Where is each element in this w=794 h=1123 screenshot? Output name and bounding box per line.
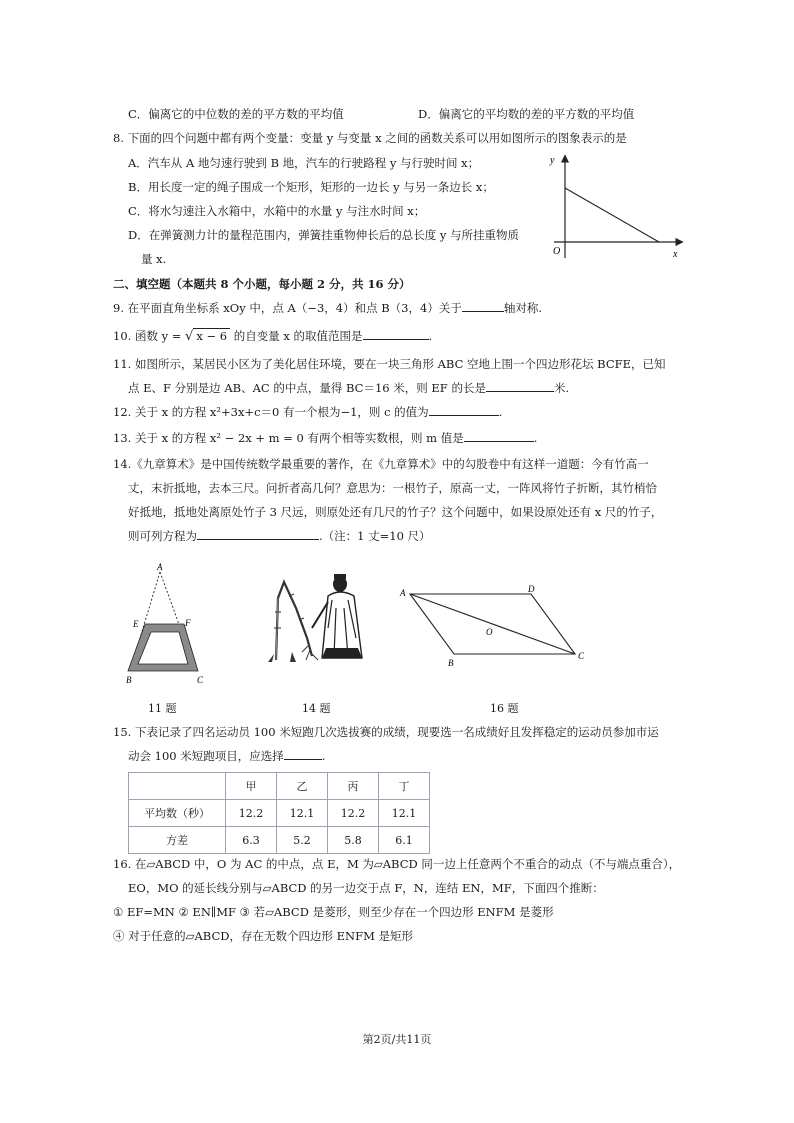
section-heading: 二、填空题（本题共 8 个小题，每小题 2 分，共 16 分） [113,277,411,291]
fig11-label-f: F [185,618,191,628]
q13 [113,430,537,446]
q10-text: 10. 函数 y = [113,329,186,343]
q11-answer-blank[interactable] [486,380,554,392]
table-cell: 12.2 [226,800,277,827]
y-axis-label: y [550,155,555,166]
figure-14-bamboo-illustration [262,568,372,668]
q8-stem: 8. 下面的四个问题中都有两个变量：变量 y 与变量 x 之间的函数关系可以用如图所示的图象表示的是 [113,131,627,145]
table-cell: 6.3 [226,827,277,854]
q15-line1: 15. 下表记录了四名运动员 100 米短跑几次选拔赛的成绩，现要选一名成绩好且发挥稳定的运动员参加市运 [113,725,659,739]
q8-option-d-line2: 量 x. [141,252,167,266]
q12 [113,404,502,420]
q14-tail: .（注：1 丈=10 尺） [319,529,431,543]
q14-line4 [128,528,431,544]
fig16-label-a: A [400,588,406,598]
q8-option-b: B．用长度一定的绳子围成一个矩形，矩形的一边长 y 与另一条边长 x； [128,180,494,194]
q10-answer-blank[interactable] [363,328,429,340]
q11-line2 [128,380,569,396]
q8-option-d-line1: D．在弹簧测力计的量程范围内，弹簧挂重物伸长后的总长度 y 与所挂重物质 [128,228,520,242]
table-header-cell: 甲 [226,773,277,800]
q10-period: . [428,329,433,343]
q16-line4: ④ 对于任意的▱ABCD，存在无数个四边形 ENFM 是矩形 [113,929,414,943]
table-row [129,827,430,854]
table-cell: 方差 [129,827,226,854]
q9 [113,300,542,316]
table-header-cell: 丙 [328,773,379,800]
q14-line3: 好抵地，抵地处离原处竹子 3 尺远，则原处还有几尺的竹子？这个问题中，如果设原处还有 x 尺的竹子， [128,505,663,519]
table-cell: 5.8 [328,827,379,854]
table-header-cell: 乙 [277,773,328,800]
q12-text: 12. 关于 x 的方程 x²+3x+c＝0 有一个根为−1，则 c 的值为 [113,405,429,419]
table-cell: 12.2 [328,800,379,827]
q14-line1: 14.《九章算术》是中国传统数学最重要的著作，在《九章算术》中的勾股卷中有这样一道题：今有竹高一 [113,457,649,471]
origin-label: O [553,246,561,257]
q8-function-graph [548,150,693,265]
table-cell: 12.1 [379,800,430,827]
q10-tail: 的自变量 x 的取值范围是 [230,329,363,343]
q14-line4-text: 则可列方程为 [128,529,197,543]
table-cell: 平均数（秒） [129,800,226,827]
q9-tail: 轴对称. [503,301,542,315]
q7-option-d: D．偏离它的平均数的差的平方数的平均值 [418,107,635,121]
fig11-label-e: E [133,619,139,629]
q16-line2: EO，MO 的延长线分别与▱ABCD 的另一边交于点 F，N，连结 EN，MF，下面四个推断： [128,881,604,895]
athlete-score-table [128,772,430,854]
q11-line1: 11. 如图所示，某居民小区为了美化居住环境，要在一块三角形 ABC 空地上围一个四边形花坛 BCFE，已知 [113,357,666,371]
figure-11-trapezoid [118,560,218,690]
q14-line2: 丈，末折抵地，去本三尺。问折者高几何？意思为：一根竹子，原高一丈，一阵风将竹子折断，其竹梢恰 [128,481,657,495]
table-header-cell: 丁 [379,773,430,800]
q13-text: 13. 关于 x 的方程 x² − 2x + m = 0 有两个相等实数根，则 m 值是 [113,431,464,445]
q11-line2-text: 点 E、F 分别是边 AB、AC 的中点，量得 BC＝16 米，则 EF 的长是 [128,381,486,395]
figure-11-caption: 11 题 [148,702,177,715]
figure-14-caption: 14 题 [302,702,331,715]
fig16-label-o: O [486,627,493,637]
q13-answer-blank[interactable] [464,430,534,442]
x-axis-label: x [673,249,678,260]
fig11-label-b: B [126,675,132,685]
q7-option-c: C．偏离它的中位数的差的平方数的平均值 [128,107,344,121]
table-header-cell [129,773,226,800]
q10: 10. 函数 y = √ x − 6 的自变量 x 的取值范围是 . [113,329,433,344]
q15-answer-blank[interactable] [284,748,322,760]
q9-answer-blank[interactable] [462,300,504,312]
fig11-label-c: C [197,675,204,685]
figure-16-caption: 16 题 [490,702,519,715]
table-cell: 12.1 [277,800,328,827]
fig16-label-b: B [448,658,454,668]
table-header-row [129,773,430,800]
fig16-label-c: C [578,651,585,661]
q15-period: . [321,749,326,763]
fig11-label-a: A [157,562,163,572]
page-number: 第2页/共11页 [362,1033,432,1046]
q12-period: . [498,405,503,419]
table-cell: 6.1 [379,827,430,854]
fig16-label-d: D [528,584,535,594]
q16-line1: 16. 在▱ABCD 中，O 为 AC 的中点，点 E，M 为▱ABCD 同一边上任意两个不重合的动点（不与端点重合）， [113,857,681,871]
table-cell: 5.2 [277,827,328,854]
q15-line2-text: 动会 100 米短跑项目，应选择 [128,749,284,763]
function-line [565,188,659,242]
q8-option-c: C．将水匀速注入水箱中，水箱中的水量 y 与注水时间 x； [128,204,426,218]
q15-line2 [128,748,325,764]
q12-answer-blank[interactable] [429,404,499,416]
q8-option-a: A．汽车从 A 地匀速行驶到 B 地，汽车的行驶路程 y 与行驶时间 x； [128,156,480,170]
q9-text: 9. 在平面直角坐标系 xOy 中，点 A（−3，4）和点 B（3，4）关于 [113,301,462,315]
q13-period: . [533,431,538,445]
q16-line3: ① EF=MN ② EN∥MF ③ 若▱ABCD 是菱形，则至少存在一个四边形 ENFM 是菱形 [113,905,554,919]
q11-tail: 米. [553,381,570,395]
q14-answer-blank[interactable] [197,528,319,540]
q10-radicand: x − 6 [193,328,230,343]
table-row [129,800,430,827]
figure-16-parallelogram [398,580,598,670]
diagonal-ac [410,594,575,654]
